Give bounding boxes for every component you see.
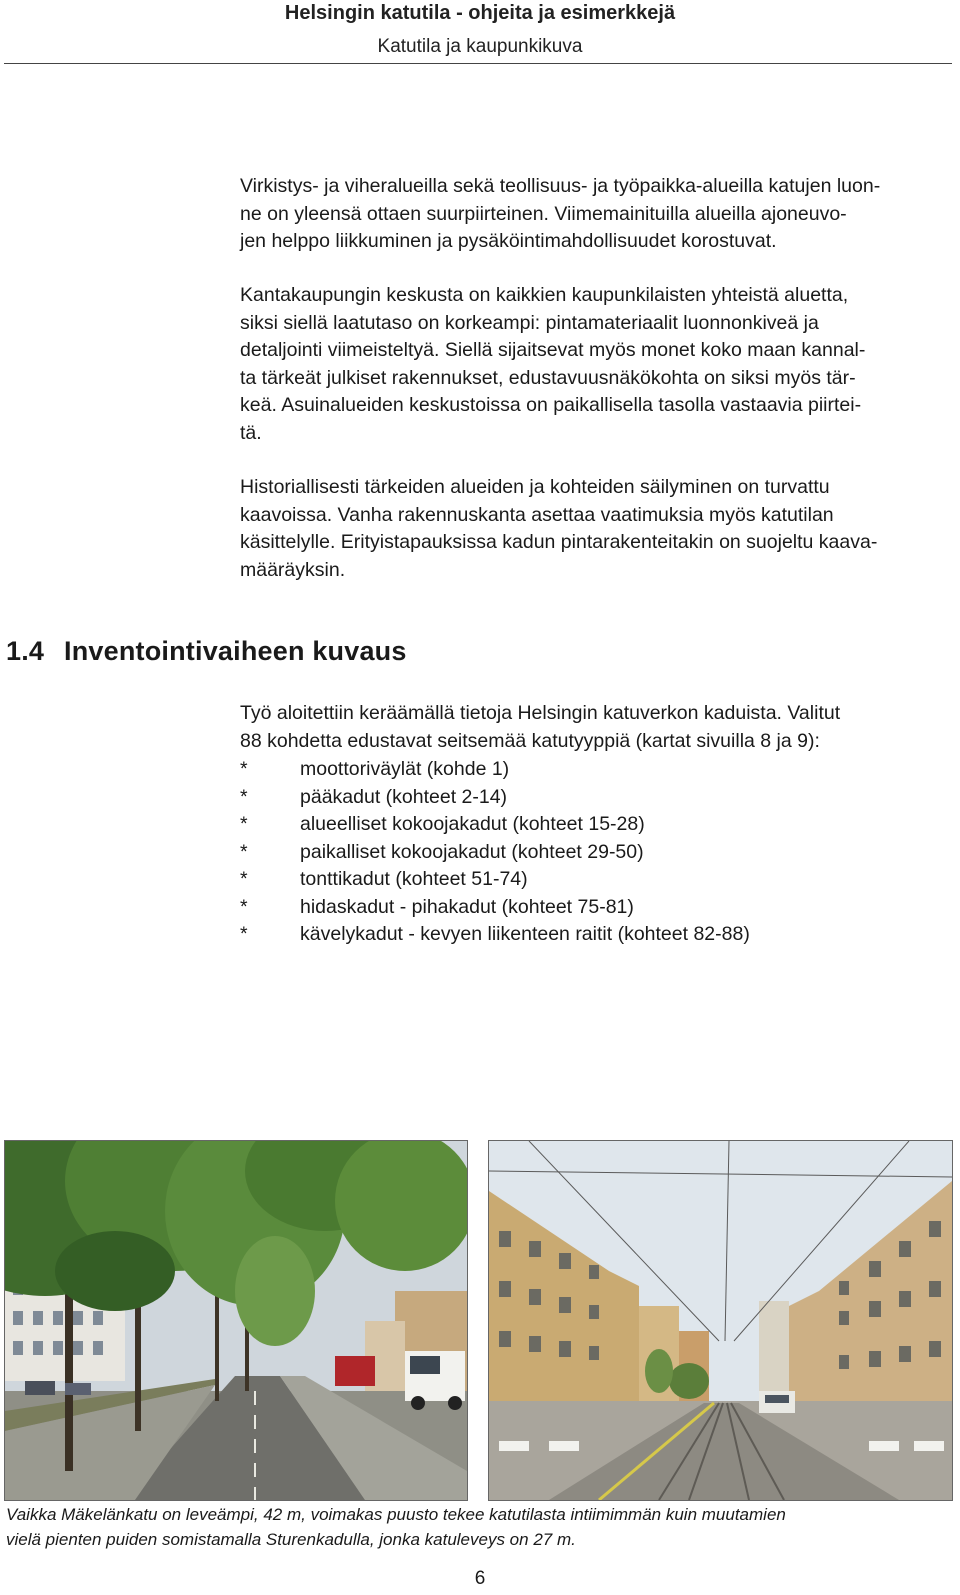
intro-line: Työ aloitettiin keräämällä tietoja Helsingin katuverkon kaduista. Valitut: [240, 702, 841, 724]
intro-line: 88 kohdetta edustavat seitsemää katutyyppiä (kartat sivuilla 8 ja 9):: [240, 729, 820, 752]
photo-tree-lined-street: [4, 1140, 468, 1501]
bullet: *: [240, 758, 248, 780]
list-item-text: paikalliset kokoojakadut (kohteet 29-50): [300, 840, 644, 863]
header-divider: [4, 63, 952, 64]
list-item-text: tonttikadut (kohteet 51-74): [300, 868, 528, 890]
caption-line: vielä pienten puiden somistamalla Sturenkadulla, jonka katuleveys on 27 m.: [6, 1530, 576, 1549]
paragraph-line: detaljointi viimeisteltyä. Siellä sijaitsevat myös monet koko maan kannal-: [240, 339, 866, 361]
paragraph-line: siksi siellä laatutaso on korkeampi: pintamateriaalit luonnonkiveä ja: [240, 311, 819, 334]
paragraph-line: määräyksin.: [240, 558, 346, 581]
section-heading: [6, 636, 407, 667]
list-item-text: hidaskadut - pihakadut (kohteet 75-81): [300, 895, 634, 918]
paragraph-3: [240, 474, 952, 584]
list-item-text: alueelliset kokoojakadut (kohteet 15-28): [300, 813, 645, 835]
paragraph-line: ne on yleensä ottaen suurpiirteinen. Viimemainituilla alueilla ajoneuvo-: [240, 202, 847, 225]
page-header: [0, 0, 960, 66]
paragraph-1: [240, 173, 952, 256]
list-item: [240, 921, 952, 949]
photo-tram-street: [488, 1140, 953, 1501]
bullet: *: [240, 785, 248, 808]
paragraph-line: keä. Asuinalueiden keskustoissa on paikallisella tasolla vastaavia piirtei-: [240, 394, 862, 416]
paragraph-line: kaavoissa. Vanha rakennuskanta asettaa vaatimuksia myös katutilan: [240, 503, 834, 526]
bullet: *: [240, 868, 248, 890]
photo-tree-lined-street-illustration: [5, 1141, 467, 1500]
paragraph-line: tä.: [240, 421, 262, 444]
list-item-text: kävelykadut - kevyen liikenteen raitit (kohteet 82-88): [300, 923, 750, 945]
list-item-text: pääkadut (kohteet 2-14): [300, 785, 508, 808]
list-item: [240, 866, 952, 894]
chapter-subtitle: Katutila ja kaupunkikuva: [377, 36, 583, 57]
list-item: [240, 894, 952, 922]
bullet: *: [240, 895, 248, 918]
paragraph-line: Virkistys- ja viheralueilla sekä teollisuus- ja työpaikka-alueilla katujen luon-: [240, 175, 881, 197]
paragraph-line: käsittelylle. Erityistapauksissa kadun pintarakenteitakin on suojeltu kaava-: [240, 531, 878, 553]
paragraph-line: ta tärkeät julkiset rakennukset, edustavuusnäkökohta on siksi myös tär-: [240, 366, 856, 389]
list-item-text: moottoriväylät (kohde 1): [300, 758, 510, 780]
street-type-list: [240, 756, 952, 949]
page-number: 6: [474, 1568, 486, 1589]
paragraph-2: [240, 282, 952, 447]
list-item: [240, 811, 952, 839]
section-title: Inventointivaiheen kuvaus: [64, 636, 407, 666]
list-item: [240, 839, 952, 867]
caption-line: Vaikka Mäkelänkatu on leveämpi, 42 m, voimakas puusto tekee katutilasta intiimimmän kuin muutamien: [6, 1505, 786, 1524]
section-number: 1.4: [6, 636, 45, 666]
section-intro: [240, 700, 952, 755]
figure-caption: [6, 1502, 956, 1552]
paragraph-line: Historiallisesti tärkeiden alueiden ja kohteiden säilyminen on turvattu: [240, 476, 830, 498]
photo-tram-street-illustration: [489, 1141, 952, 1500]
paragraph-line: jen helppo liikkuminen ja pysäköintimahdollisuudet korostuvat.: [240, 230, 777, 252]
list-item: [240, 756, 952, 784]
bullet: *: [240, 813, 248, 835]
list-item: [240, 784, 952, 812]
bullet: *: [240, 840, 248, 863]
bullet: *: [240, 923, 248, 945]
paragraph-line: Kantakaupungin keskusta on kaikkien kaupunkilaisten yhteistä aluetta,: [240, 284, 849, 306]
document-title: Helsingin katutila - ohjeita ja esimerkkejä: [284, 2, 676, 24]
